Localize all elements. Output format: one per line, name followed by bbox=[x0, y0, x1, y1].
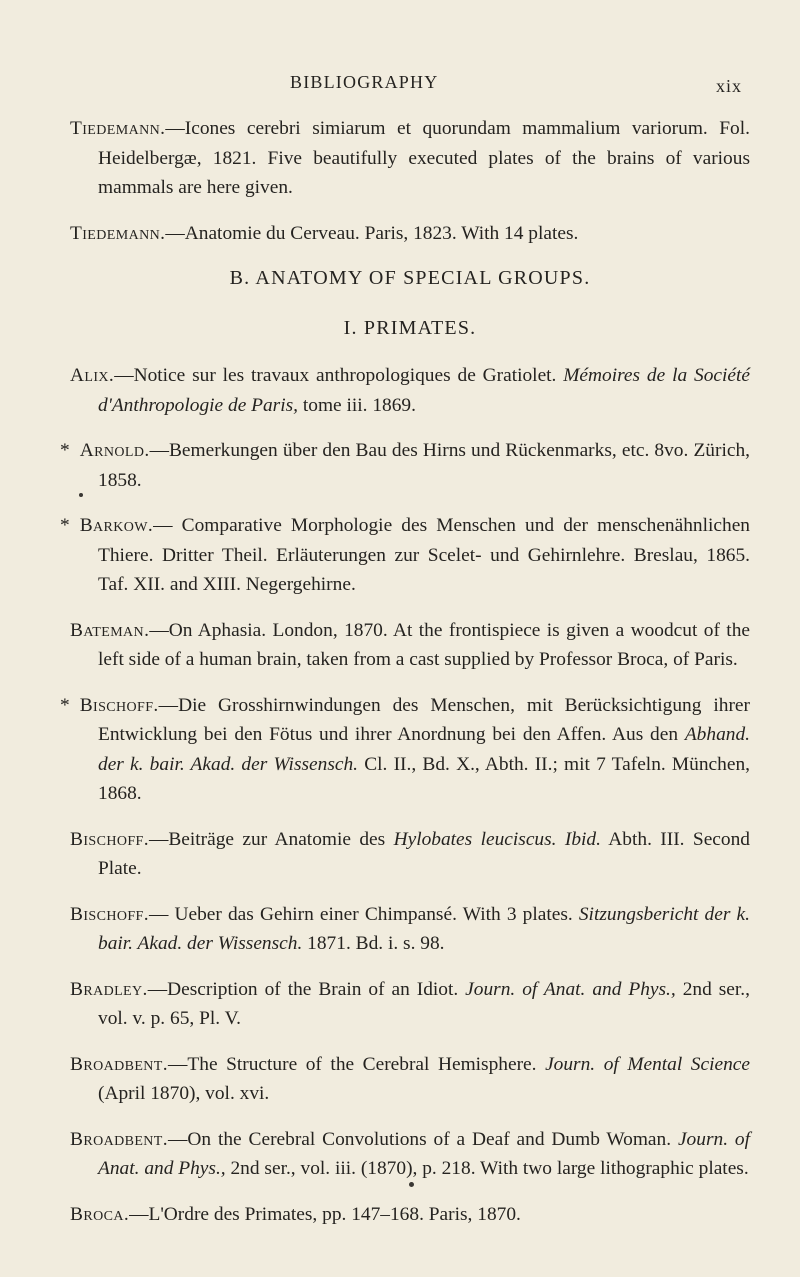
entry-journal: Mémoires de la Société d'Anthropologie de Paris, bbox=[98, 365, 750, 416]
entry-journal: Journ. of Mental Science bbox=[545, 1053, 751, 1075]
bibliography-entry bbox=[70, 1200, 750, 1230]
entry-text: — Comparative Morphologie des Menschen und der menschenähnlichen Thiere. Dritter Theil. Erläuterungen zur Scelet- und Gehirnlehre. Breslau, 1865. Taf. XII. and XIII. Negergehirne. bbox=[98, 515, 750, 595]
bibliography-entry bbox=[70, 1125, 750, 1184]
entry-text: —Icones cerebri simiarum et quorundam mammalium variorum. Fol. Heidelbergæ, 1821. Five beautifully executed plates of the brains of various mammals are here given. bbox=[98, 118, 750, 198]
bibliography-entry bbox=[70, 361, 750, 420]
running-header bbox=[0, 72, 800, 102]
bibliography-entry bbox=[70, 900, 750, 959]
entry-author: Bradley. bbox=[70, 978, 148, 1000]
page-mark bbox=[409, 1182, 414, 1187]
entry-author: Bischoff. bbox=[70, 903, 149, 925]
entry-text: 1871. Bd. i. s. 98. bbox=[302, 933, 445, 954]
entry-journal: Sitzungsbericht der k. bair. Akad. der Wissensch. bbox=[98, 903, 750, 954]
entry-journal: Hylobates leuciscus. Ibid. bbox=[393, 828, 601, 850]
entry-author: Barkow. bbox=[79, 515, 154, 536]
margin-dot bbox=[79, 493, 83, 497]
entry-text: —On Aphasia. London, 1870. At the frontispiece is given a woodcut of the left side of a human brain, taken from a cast supplied by Professor Broca, of Paris. bbox=[98, 619, 750, 670]
entry-text: —Description of the Brain of an Idiot. bbox=[147, 978, 466, 1000]
entry-author: Broadbent. bbox=[70, 1128, 169, 1150]
bibliography-entry bbox=[70, 114, 750, 203]
bibliography-entry bbox=[70, 975, 750, 1034]
asterisk-mark: * bbox=[60, 694, 70, 716]
entry-author: Broca. bbox=[70, 1203, 130, 1225]
bibliography-entry bbox=[60, 691, 751, 809]
entry-text: —On the Cerebral Convolutions of a Deaf and Dumb Woman. bbox=[168, 1128, 678, 1150]
bibliography-entry bbox=[60, 511, 750, 600]
entry-author: Broadbent. bbox=[70, 1053, 169, 1075]
page-number: xix bbox=[716, 76, 743, 96]
bibliography-entry bbox=[60, 436, 750, 495]
entry-text: —Notice sur les travaux anthropologiques de Gratiolet. bbox=[114, 365, 564, 386]
running-title: BIBLIOGRAPHY bbox=[290, 72, 439, 92]
subsection-heading: I. PRIMATES. bbox=[343, 316, 477, 339]
entry-text: tome iii. 1869. bbox=[298, 394, 416, 416]
entry-author: Bateman. bbox=[70, 619, 150, 641]
section-heading: B. ANATOMY OF SPECIAL GROUPS. bbox=[229, 267, 591, 289]
entry-text: 2nd ser., vol. iii. (1870), p. 218. With two large lithographic plates. bbox=[225, 1158, 749, 1179]
entry-text: Cl. II., Bd. X., Abth. II.; mit 7 Tafeln. München, 1868. bbox=[98, 753, 751, 804]
entry-author: Bischoff. bbox=[79, 694, 159, 716]
entry-author: Tiedemann. bbox=[70, 118, 166, 139]
asterisk-mark: * bbox=[60, 515, 70, 536]
entry-text: Abth. III. Second Plate. bbox=[98, 828, 750, 879]
bibliography-entry bbox=[70, 1050, 750, 1109]
entry-text: 2nd ser., vol. v. p. 65, Pl. V. bbox=[98, 978, 750, 1029]
entry-text: —Anatomie du Cerveau. Paris, 1823. With 14 plates. bbox=[165, 222, 579, 244]
entry-author: Bischoff. bbox=[70, 828, 149, 850]
entry-text: —Bemerkungen über den Bau des Hirns und Rückenmarks, etc. 8vo. Zürich, 1858. bbox=[98, 440, 750, 491]
entry-text: (April 1870), vol. xvi. bbox=[98, 1083, 270, 1104]
entry-journal: Journ. of Anat. and Phys., bbox=[98, 1128, 750, 1179]
bibliography-body bbox=[60, 114, 751, 1245]
entry-author: Alix. bbox=[70, 365, 115, 386]
entry-text: —The Structure of the Cerebral Hemisphere. bbox=[168, 1053, 546, 1075]
entry-text: — Ueber das Gehirn einer Chimpansé. With 3 plates. bbox=[148, 903, 579, 925]
bibliography-entry bbox=[70, 616, 750, 675]
bibliography-entry bbox=[70, 825, 750, 884]
entry-text: —Beiträge zur Anatomie des bbox=[148, 828, 394, 850]
entry-author: Arnold. bbox=[79, 440, 150, 461]
entry-text: —L'Ordre des Primates, pp. 147–168. Paris, 1870. bbox=[129, 1203, 521, 1225]
bibliography-entry bbox=[70, 219, 750, 249]
entry-journal: Abhand. der k. bair. Akad. der Wissensch. bbox=[98, 724, 750, 775]
entry-journal: Journ. of Anat. and Phys., bbox=[465, 978, 676, 1000]
entry-text: —Die Grosshirnwindungen des Menschen, mit Berücksichtigung ihrer Entwicklung bei den Fötus und ihrer Anordnung bei den Affen. Aus den bbox=[98, 694, 750, 745]
asterisk-mark: * bbox=[60, 440, 70, 461]
entry-author: Tiedemann. bbox=[70, 222, 166, 244]
